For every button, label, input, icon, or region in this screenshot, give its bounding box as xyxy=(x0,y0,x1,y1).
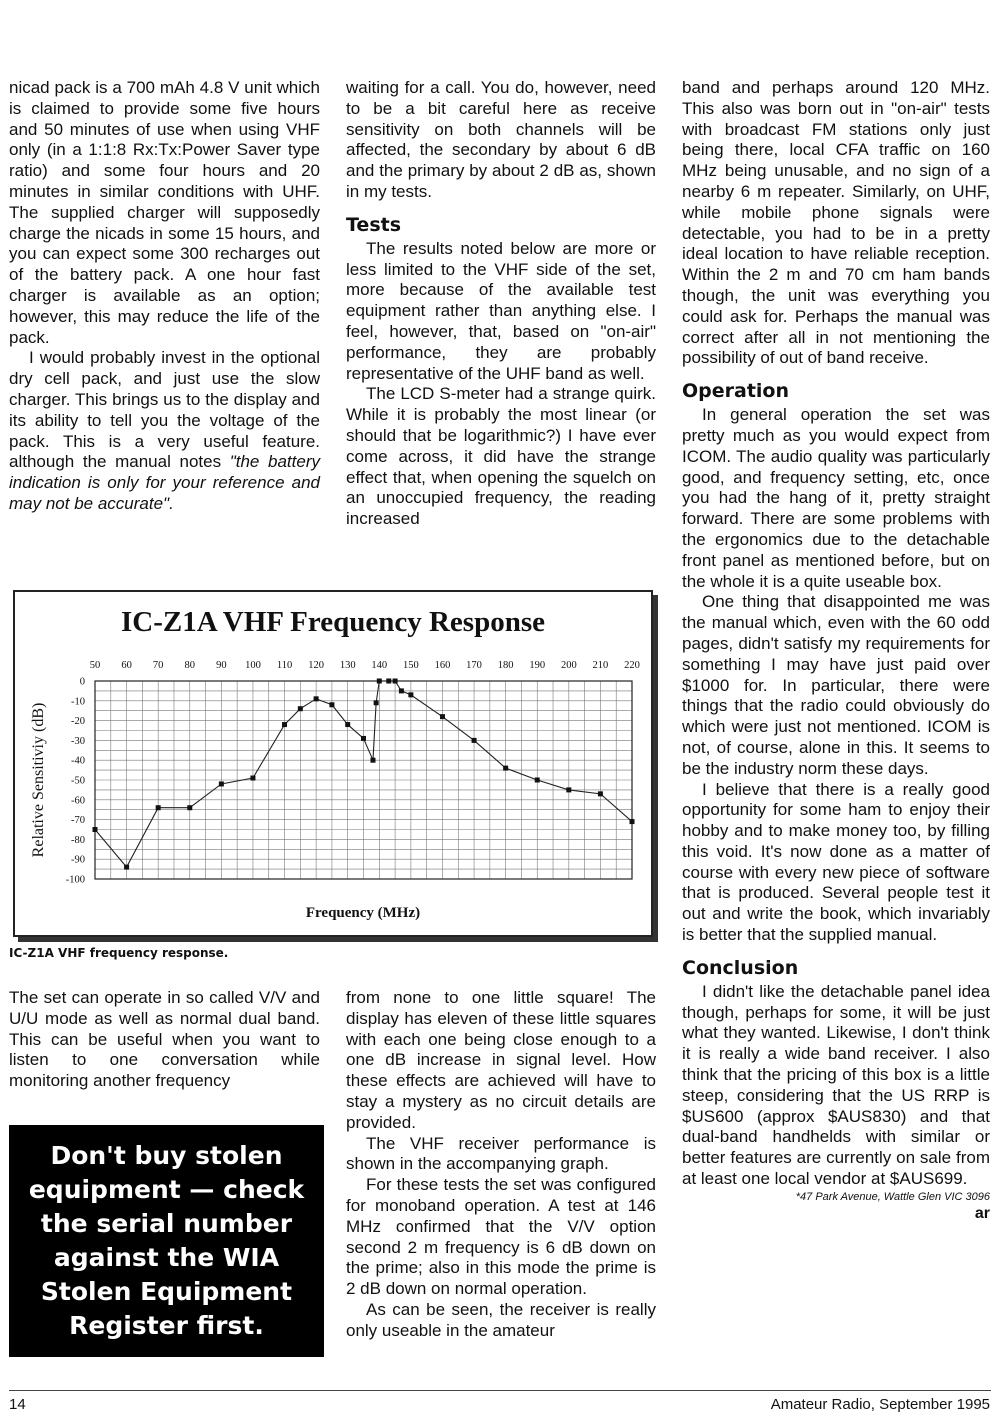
x-tick-label: 60 xyxy=(121,660,132,671)
data-point xyxy=(187,805,192,810)
notice-line: Register first. xyxy=(69,1311,264,1340)
x-tick-label: 150 xyxy=(403,660,419,671)
paragraph: In general operation the set was pretty much as you would expect from ICOM. The audio quality was particularly good, and frequency setting, etc, once you had the hang of it, pretty straight forward. There are some problems with the ergonomics due to the detachable front panel as mentioned before, but on the whole it is a quite useable box. xyxy=(682,405,990,591)
y-tick-label: -60 xyxy=(71,795,85,807)
chart-caption: IC-Z1A VHF frequency response. xyxy=(9,946,229,960)
end-mark: ar xyxy=(974,1204,990,1222)
article-column-2-lower xyxy=(346,988,656,1342)
data-point xyxy=(345,722,350,727)
data-point xyxy=(535,778,540,783)
paragraph: The VHF receiver performance is shown in the accompanying graph. xyxy=(346,1133,656,1174)
article-column-1 xyxy=(9,78,320,515)
x-tick-label: 130 xyxy=(339,660,356,671)
notice-line: Don't buy stolen xyxy=(50,1141,283,1170)
paragraph: band and perhaps around 120 MHz. This also was born out in "on-air" tests with broadcast FM stations only just being there, local CFA traffic on 160 MHz being unusable, and no sign of a nearby 6 m repeater. Similarly, on UHF, while mobile phone signals were detectable, you had to be in a pretty ideal location to have reliable reception. Within the 2 m and 70 cm ham bands though, the unit was everything you could ask for. Perhaps the manual was correct after all in not mentioning the possibility of out of band receive. xyxy=(682,78,990,368)
data-point xyxy=(386,679,391,684)
paragraph: One thing that disappointed me was the manual which, even with the 60 odd pages, didn't satisfy my requirements for something I may have just paid over $1000 for. In particular, there were things that the radio could obviously do which were just not mentioned. ICOM is not, of course, alone in this. It seems to be the industry norm these days. xyxy=(682,592,990,778)
data-point xyxy=(124,865,129,870)
section-heading-conclusion: Conclusion xyxy=(682,956,799,979)
x-tick-label: 140 xyxy=(371,660,388,671)
y-tick-label: -10 xyxy=(71,696,85,708)
data-point xyxy=(377,679,382,684)
data-point xyxy=(370,758,375,763)
x-tick-label: 120 xyxy=(308,660,324,671)
y-tick-label: 0 xyxy=(79,676,85,688)
paragraph: As can be seen, the receiver is really only useable in the amateur xyxy=(346,1299,656,1340)
paragraph: from none to one little square! The display has eleven of these little squares with each one being close enough to a one dB increase in signal level. How these effects are achieved will have to stay a mystery as no circuit details are provided. xyxy=(346,988,656,1132)
data-point xyxy=(361,736,366,741)
y-tick-label: -100 xyxy=(65,874,85,886)
data-point xyxy=(399,688,404,693)
section-heading-tests: Tests xyxy=(346,213,402,236)
paragraph: waiting for a call. You do, however, need to be a bit careful here as receive sensitivity on both channels will be affected, the secondary by about 6 dB and the primary by about 2 dB as, shown in my tests. xyxy=(346,78,656,201)
article-column-2 xyxy=(346,78,656,530)
data-point xyxy=(93,827,98,832)
data-point xyxy=(329,702,334,707)
y-tick-label: -90 xyxy=(71,854,85,866)
notice-line: the serial number xyxy=(40,1209,293,1238)
paragraph: I didn't like the detachable panel idea though, perhaps for some, it will be just what they wanted. Likewise, I don't think it is really a wide band receiver. I also think that the pricing of this box is a little steep, considering that the US RRP is $US600 (approx $AUS830) and that dual-band handhelds with similar or better features are currently on sale from at least one local vendor at $AUS699. xyxy=(682,981,990,1189)
article-column-1-lower xyxy=(9,988,320,1092)
notice-line: equipment — check xyxy=(28,1175,305,1204)
notice-line: against the WIA xyxy=(53,1243,280,1272)
article-column-3 xyxy=(682,78,990,1225)
data-point xyxy=(472,738,477,743)
y-axis-label: Relative Sensitiviy (dB) xyxy=(30,702,47,858)
paragraph-text: I would probably invest in the optional dry cell pack, and just use the slow charger. This brings us to the display and its ability to tell you the voltage of the pack. This is a very useful feature. although the manual notes xyxy=(9,348,320,472)
data-point xyxy=(282,722,287,727)
paragraph: The LCD S-meter had a strange quirk. While it is probably the most linear (or should that be logarithmic?) I have ever come across, it did have the strange effect that, when opening the squelch on an unoccupied frequency, the reading increased xyxy=(346,384,656,529)
y-tick-label: -80 xyxy=(71,834,85,846)
paragraph: The results noted below are more or less limited to the VHF side of the set, more because of the available test equipment rather than anything else. I feel, however, that, based on "on-air" performance, they are probably representative of the UHF band as well. xyxy=(346,238,656,383)
manual-quote: "the battery indication is only for your reference and may not be accurate". xyxy=(9,452,320,513)
y-tick-label: -40 xyxy=(71,755,85,767)
data-point xyxy=(440,714,445,719)
chart-svg xyxy=(15,592,651,935)
data-point xyxy=(503,766,508,771)
x-tick-label: 50 xyxy=(89,660,101,671)
notice-text xyxy=(29,1139,304,1343)
data-point xyxy=(393,679,398,684)
page-number: 14 xyxy=(9,1396,26,1413)
x-tick-label: 110 xyxy=(276,660,293,671)
data-point xyxy=(314,696,319,701)
data-point xyxy=(408,692,413,697)
data-point xyxy=(598,791,603,796)
paragraph: For these tests the set was configured for monoband operation. A test at 146 MHz confirmed that the V/V option second 2 m frequency is 6 dB down on the prime; also in this mode the prime is 2 dB down on normal operation. xyxy=(346,1175,656,1299)
author-address: *47 Park Avenue, Wattle Glen VIC 3096 xyxy=(795,1190,990,1203)
section-heading-operation: Operation xyxy=(682,380,790,403)
y-tick-label: -20 xyxy=(71,716,85,728)
x-tick-label: 80 xyxy=(184,660,196,671)
data-point xyxy=(374,700,379,705)
x-tick-label: 210 xyxy=(592,660,609,671)
chart-title: IC-Z1A VHF Frequency Response xyxy=(120,606,546,638)
data-point xyxy=(219,781,224,786)
x-tick-label: 190 xyxy=(529,660,546,671)
x-tick-label: 70 xyxy=(152,660,164,671)
y-tick-label: -30 xyxy=(71,735,85,747)
x-tick-label: 90 xyxy=(216,660,227,671)
publication-info: Amateur Radio, September 1995 xyxy=(770,1396,990,1413)
y-tick-label: -70 xyxy=(71,815,85,827)
x-tick-label: 160 xyxy=(434,660,451,671)
x-axis-label: Frequency (MHz) xyxy=(305,905,421,921)
data-point xyxy=(250,776,255,781)
x-tick-label: 170 xyxy=(466,660,482,671)
paragraph xyxy=(9,348,320,514)
data-point xyxy=(566,787,571,792)
data-point xyxy=(156,805,161,810)
x-tick-label: 180 xyxy=(497,660,514,671)
frequency-response-chart xyxy=(13,590,653,937)
notice-line: Stolen Equipment xyxy=(40,1277,293,1306)
paragraph: nicad pack is a 700 mAh 4.8 V unit which is claimed to provide some five hours and 50 minutes of use when using VHF only (in a 1:1:8 Rx:Tx:Power Saver type ratio) and some four hours and 20 minutes in similar conditions with UHF. The supplied charger will supposedly charge the nicads in some 15 hours, and you can expect some 300 recharges out of the battery pack. A one hour fast charger is available as an option; however, this may reduce the life of the pack. xyxy=(9,78,320,347)
footer-divider xyxy=(9,1390,991,1391)
stolen-equipment-notice xyxy=(9,1125,324,1357)
paragraph: The set can operate in so called V/V and U/U mode as well as normal dual band. This can be useful when you want to listen to one conversation while monitoring another frequency xyxy=(9,988,320,1091)
y-tick-label: -50 xyxy=(71,775,85,787)
paragraph: I believe that there is a really good opportunity for some ham to enjoy their hobby and to make money too, by filling this void. It's now done as a matter of course with every new piece of software that is produced. Several people test it out and write the book, which invariably is better that the supplied manual. xyxy=(682,779,990,945)
x-tick-label: 220 xyxy=(624,660,640,671)
x-tick-label: 100 xyxy=(245,660,261,671)
data-point xyxy=(630,819,635,824)
data-point xyxy=(298,706,303,711)
x-tick-label: 200 xyxy=(560,660,577,671)
